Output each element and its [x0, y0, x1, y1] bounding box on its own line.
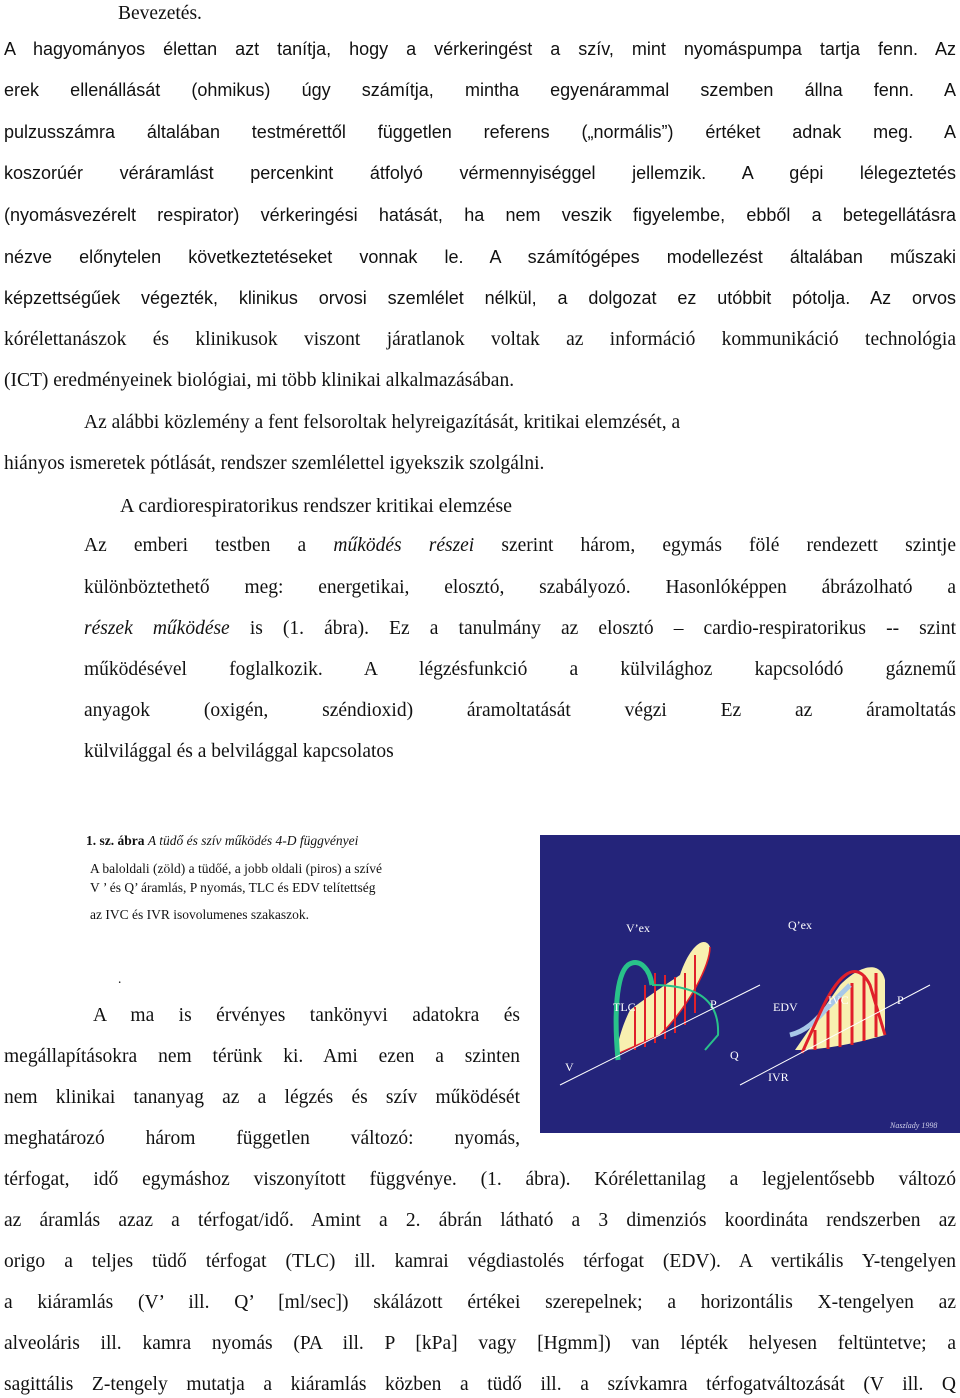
- intro-line: nézve előnytelen következtetéseket vonnak le. A számítógépes modellezést általában műszaki: [4, 247, 956, 267]
- label-q: Q: [730, 1048, 739, 1062]
- label-v: V: [565, 1060, 574, 1074]
- figure-caption-desc: az IVC és IVR isovolumenes szakaszok.: [90, 907, 309, 922]
- intro-line: erek ellenállását (ohmikus) úgy számítja, mintha egyenárammal szemben állna fenn. A: [4, 80, 956, 100]
- tail-line: sagittális Z-tengely mutatja a kiáramlás közben a tüdő ill. a szívkamra térfogatváltozását (V ill. Q: [4, 1374, 956, 1395]
- para3-line: működésével foglalkozik. A légzésfunkció a külvilághoz kapcsolódó gáznemű: [84, 659, 956, 680]
- intro-line: kórélettanászok és klinikusok viszont járatlanok voltak az információ kommunikáció technológia: [4, 329, 956, 350]
- para3-line: külvilággal és a belvilággal kapcsolatos: [84, 741, 394, 762]
- label-p-left: P: [710, 997, 717, 1011]
- figure-caption-desc: A baloldali (zöld) a tüdőé, a jobb oldali (piros) a szívé: [90, 861, 383, 876]
- label-edv: EDV: [773, 1000, 798, 1014]
- wrap-line: meghatározó három független változó: nyomás,: [4, 1128, 520, 1149]
- para3-line: részek működése is (1. ábra). Ez a tanulmány az elosztó – cardio-respiratorikus -- szint: [84, 618, 956, 639]
- intro-line: A hagyományos élettan azt tanítja, hogy a vérkeringést a szív, mint nyomáspumpa tartja fenn. Az: [4, 39, 956, 59]
- figure-caption-title: 1. sz. ábra A tüdő és szív működés 4-D függvényei: [86, 833, 359, 848]
- tail-line: az áramlás azaz a térfogat/idő. Amint a 2. ábrán látható a 3 dimenziós koordináta rendszerben az: [4, 1210, 956, 1231]
- para3-line: anyagok (oxigén, széndioxid) áramoltatását végzi Ez az áramoltatás: [84, 700, 956, 721]
- section-heading: A cardiorespiratorikus rendszer kritikai elemzése: [120, 495, 513, 517]
- figure-lung-heart-diagram: [540, 835, 960, 1133]
- wrap-line: megállapításokra nem térünk ki. Ami ezen a szinten: [4, 1046, 520, 1067]
- para3-line: különböztethető meg: energetikai, elosztó, szabályozó. Hasonlóképpen ábrázolható a: [84, 577, 956, 598]
- wrap-line: A ma is érvényes tankönyvi adatokra és: [93, 1005, 520, 1026]
- label-ivc: IVC: [828, 993, 849, 1007]
- intro-line: koszorúér véráramlást percenkint átfolyó vérmennyiséggel jellemzik. A gépi lélegeztetés: [4, 163, 956, 183]
- tail-line: origo a teljes tüdő térfogat (TLC) ill. kamrai végdiastolés térfogat (EDV). A vertikális Y-tengelyen: [4, 1251, 956, 1272]
- wrap-line: nem klinikai tananyag az a légzés és szív működését: [4, 1087, 520, 1108]
- figure-credit: Naszlady 1998: [890, 1121, 938, 1130]
- label-vex: V’ex: [626, 921, 650, 935]
- para2-line: Az alábbi közlemény a fent felsoroltak helyreigazítását, kritikai elemzését, a: [84, 412, 681, 433]
- label-tlc: TLC: [613, 1000, 636, 1014]
- intro-line: (ICT) eredményeinek biológiai, mi több klinikai alkalmazásában.: [4, 370, 515, 391]
- label-ivr: IVR: [768, 1070, 789, 1084]
- tail-line: alveoláris ill. kamra nyomás (PA ill. P [kPa] vagy [Hgmm]) van lépték helyesen feltüntetve; a: [4, 1333, 956, 1354]
- label-p-right: P: [897, 993, 904, 1007]
- tail-line: térfogat, idő egymáshoz viszonyított függvénye. (1. ábra). Kórélettanilag a legjelentősebb változó: [4, 1169, 956, 1190]
- para2-line: hiányos ismeretek pótlását, rendszer szemlélettel igyekszik szolgálni.: [4, 453, 545, 474]
- caption-dot: .: [118, 971, 122, 986]
- tail-line: a kiáramlás (V’ ill. Q’ [ml/sec]) skálázott értékei szerepelnek; a horizontális X-tengelyen az: [4, 1292, 956, 1313]
- intro-line: képzettségűek végezték, klinikus orvosi szemlélet nélkül, a dolgozat ez utóbbit pótolja. Az orvos: [4, 288, 956, 308]
- label-qex: Q’ex: [788, 918, 812, 932]
- intro-line: pulzusszámra általában testmérettől független referens („normális”) értéket adnak meg. A: [4, 122, 956, 142]
- para3-line: Az emberi testben a működés részei szerint három, egymás fölé rendezett szintje: [84, 535, 957, 556]
- figure-caption-desc: V ’ és Q’ áramlás, P nyomás, TLC és EDV telítettség: [90, 880, 376, 895]
- figure-svg: [540, 835, 960, 1133]
- section-title: Bevezetés.: [118, 3, 202, 24]
- intro-line: (nyomásvezérelt respirator) vérkeringési hatását, ha nem veszik figyelembe, ebből a betegellátásra: [4, 205, 956, 225]
